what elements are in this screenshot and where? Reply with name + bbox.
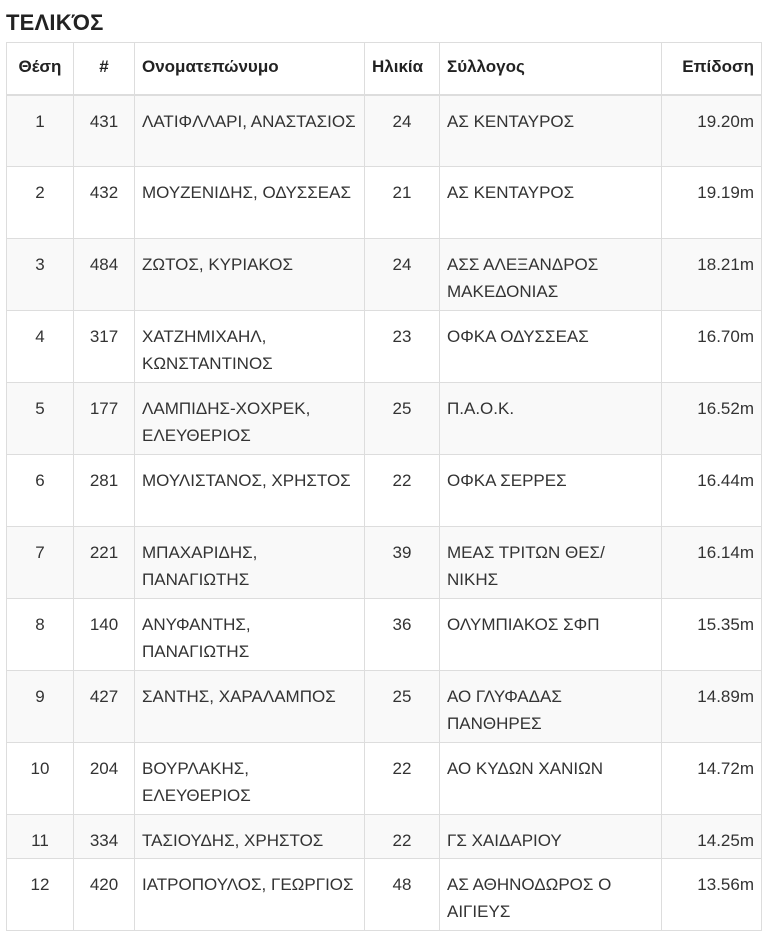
cell-result: 14.72m <box>662 743 762 815</box>
table-row <box>7 383 762 455</box>
cell-bib: 140 <box>74 599 135 671</box>
cell-name: ΙΑΤΡΟΠΟΥΛΟΣ, ΓΕΩΡΓΙΟΣ <box>135 859 365 931</box>
table-row <box>7 815 762 859</box>
cell-result: 16.52m <box>662 383 762 455</box>
header-row <box>7 43 762 95</box>
cell-bib: 484 <box>74 239 135 311</box>
cell-result: 18.21m <box>662 239 762 311</box>
cell-name: ΜΠΑΧΑΡΙΔΗΣ, ΠΑΝΑΓΙΩΤΗΣ <box>135 527 365 599</box>
cell-name: ΛΑΜΠΙΔΗΣ-ΧΟΧΡΕΚ, ΕΛΕΥΘΕΡΙΟΣ <box>135 383 365 455</box>
cell-name: ΖΩΤΟΣ, ΚΥΡΙΑΚΟΣ <box>135 239 365 311</box>
cell-result: 13.56m <box>662 859 762 931</box>
cell-bib: 432 <box>74 167 135 239</box>
cell-age: 48 <box>365 859 440 931</box>
cell-result: 16.44m <box>662 455 762 527</box>
header-name[interactable]: Ονοματεπώνυμο <box>135 43 365 95</box>
cell-result: 19.19m <box>662 167 762 239</box>
cell-position: 7 <box>7 527 74 599</box>
header-age[interactable]: Ηλικία <box>365 43 440 95</box>
cell-name: ΤΑΣΙΟΥΔΗΣ, ΧΡΗΣΤΟΣ <box>135 815 365 859</box>
header-club[interactable]: Σύλλογος <box>440 43 662 95</box>
cell-club: ΑΟ ΓΛΥΦΑΔΑΣ ΠΑΝΘΗΡΕΣ <box>440 671 662 743</box>
table-row <box>7 743 762 815</box>
cell-club: ΑΣΣ ΑΛΕΞΑΝΔΡΟΣ ΜΑΚΕΔΟΝΙΑΣ <box>440 239 662 311</box>
cell-age: 25 <box>365 671 440 743</box>
cell-age: 36 <box>365 599 440 671</box>
cell-result: 16.14m <box>662 527 762 599</box>
cell-club: ΟΦΚΑ ΣΕΡΡΕΣ <box>440 455 662 527</box>
table-header <box>7 43 762 95</box>
cell-club: ΑΣ ΑΘΗΝΟΔΩΡΟΣ Ο ΑΙΓΙΕΥΣ <box>440 859 662 931</box>
cell-result: 19.20m <box>662 95 762 167</box>
cell-club: ΟΦΚΑ ΟΔΥΣΣΕΑΣ <box>440 311 662 383</box>
cell-age: 24 <box>365 95 440 167</box>
header-result[interactable]: Επίδοση <box>662 43 762 95</box>
cell-result: 16.70m <box>662 311 762 383</box>
cell-club: ΑΣ ΚΕΝΤΑΥΡΟΣ <box>440 167 662 239</box>
cell-bib: 427 <box>74 671 135 743</box>
table-row <box>7 671 762 743</box>
page-title: ΤΕΛΙΚΌΣ <box>6 10 104 35</box>
cell-age: 22 <box>365 455 440 527</box>
cell-bib: 281 <box>74 455 135 527</box>
cell-result: 14.25m <box>662 815 762 859</box>
table-row <box>7 167 762 239</box>
cell-age: 21 <box>365 167 440 239</box>
table-row <box>7 527 762 599</box>
cell-position: 6 <box>7 455 74 527</box>
cell-club: ΑΣ ΚΕΝΤΑΥΡΟΣ <box>440 95 662 167</box>
cell-position: 10 <box>7 743 74 815</box>
cell-age: 25 <box>365 383 440 455</box>
table-row <box>7 311 762 383</box>
cell-age: 22 <box>365 815 440 859</box>
cell-position: 3 <box>7 239 74 311</box>
cell-result: 14.89m <box>662 671 762 743</box>
table-row <box>7 239 762 311</box>
cell-position: 8 <box>7 599 74 671</box>
results-table <box>6 42 762 931</box>
cell-name: ΧΑΤΖΗΜΙΧΑΗΛ, ΚΩΝΣΤΑΝΤΙΝΟΣ <box>135 311 365 383</box>
cell-club: ΜΕΑΣ ΤΡΙΤΩΝ ΘΕΣ/ΝΙΚΗΣ <box>440 527 662 599</box>
table-row <box>7 455 762 527</box>
cell-position: 5 <box>7 383 74 455</box>
table-row <box>7 95 762 167</box>
cell-name: ΜΟΥΛΙΣΤΑΝΟΣ, ΧΡΗΣΤΟΣ <box>135 455 365 527</box>
cell-bib: 221 <box>74 527 135 599</box>
cell-club: ΑΟ ΚΥΔΩΝ ΧΑΝΙΩΝ <box>440 743 662 815</box>
cell-name: ΒΟΥΡΛΑΚΗΣ, ΕΛΕΥΘΕΡΙΟΣ <box>135 743 365 815</box>
table-row <box>7 599 762 671</box>
cell-name: ΑΝΥΦΑΝΤΗΣ, ΠΑΝΑΓΙΩΤΗΣ <box>135 599 365 671</box>
cell-name: ΣΑΝΤΗΣ, ΧΑΡΑΛΑΜΠΟΣ <box>135 671 365 743</box>
cell-age: 24 <box>365 239 440 311</box>
cell-bib: 204 <box>74 743 135 815</box>
table-row <box>7 859 762 931</box>
cell-position: 12 <box>7 859 74 931</box>
cell-bib: 177 <box>74 383 135 455</box>
cell-name: ΜΟΥΖΕΝΙΔΗΣ, ΟΔΥΣΣΕΑΣ <box>135 167 365 239</box>
cell-position: 4 <box>7 311 74 383</box>
cell-bib: 431 <box>74 95 135 167</box>
cell-club: ΓΣ ΧΑΙΔΑΡΙΟΥ <box>440 815 662 859</box>
header-bib[interactable]: # <box>74 43 135 95</box>
cell-position: 9 <box>7 671 74 743</box>
cell-position: 2 <box>7 167 74 239</box>
cell-position: 1 <box>7 95 74 167</box>
cell-age: 23 <box>365 311 440 383</box>
header-position[interactable]: Θέση <box>7 43 74 95</box>
cell-bib: 420 <box>74 859 135 931</box>
cell-club: ΟΛΥΜΠΙΑΚΟΣ ΣΦΠ <box>440 599 662 671</box>
cell-name: ΛΑΤΙΦΛΛΑΡΙ, ΑΝΑΣΤΑΣΙΟΣ <box>135 95 365 167</box>
cell-position: 11 <box>7 815 74 859</box>
cell-bib: 334 <box>74 815 135 859</box>
table-body <box>7 95 762 931</box>
cell-result: 15.35m <box>662 599 762 671</box>
cell-age: 39 <box>365 527 440 599</box>
cell-age: 22 <box>365 743 440 815</box>
cell-club: Π.Α.Ο.Κ. <box>440 383 662 455</box>
cell-bib: 317 <box>74 311 135 383</box>
